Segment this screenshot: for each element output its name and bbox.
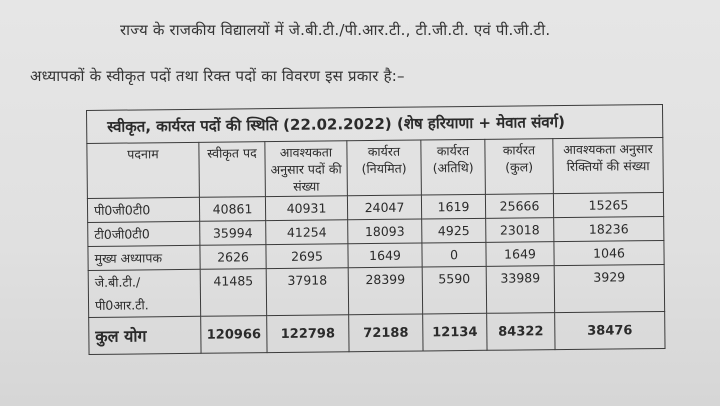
vacancies-cell: 18236 xyxy=(554,216,664,241)
vacancies-cell: 3929 xyxy=(554,264,664,312)
vacancies-cell: 15265 xyxy=(553,192,663,217)
table-row xyxy=(88,264,664,317)
required-cell: 40931 xyxy=(265,196,347,221)
total-guest: 12134 xyxy=(423,313,487,351)
guest-cell: 0 xyxy=(422,242,486,267)
total-working-cell: 23018 xyxy=(486,218,554,243)
intro-line-1: राज्य के राजकीय विद्यालयों में जे.बी.टी./पी.आर.टी., टी.जी.टी. एवं पी.जी.टी. xyxy=(120,21,551,39)
post-name-line-2: पी0आर.टी. xyxy=(94,297,149,313)
guest-cell: 1619 xyxy=(421,194,485,219)
vacancies-cell: 1046 xyxy=(554,240,664,265)
total-vacancies: 38476 xyxy=(555,311,665,349)
post-name: टी0जी0टी0 xyxy=(88,221,200,246)
sanctioned-cell: 2626 xyxy=(200,245,266,270)
header-post: पदनाम xyxy=(87,142,200,198)
regular-cell: 28399 xyxy=(348,267,422,315)
header-row xyxy=(87,137,664,198)
header-working-regular: कार्यरत (नियमित) xyxy=(347,140,422,196)
total-sanctioned: 120966 xyxy=(201,316,267,354)
total-working-cell: 1649 xyxy=(486,242,554,267)
header-vacancies: आवश्यकता अनुसार रिक्तियों की संख्या xyxy=(553,137,664,193)
posts-status-table xyxy=(86,104,666,355)
regular-cell: 18093 xyxy=(348,219,422,244)
total-working-cell: 33989 xyxy=(486,266,554,314)
total-working: 84322 xyxy=(487,313,555,351)
required-cell: 37918 xyxy=(266,268,348,316)
post-name xyxy=(88,269,200,317)
required-cell: 41254 xyxy=(266,220,348,245)
header-required: आवश्यकता अनुसार पदों की संख्या xyxy=(265,141,348,197)
intro-line-2: अध्यापकों के स्वीकृत पदों तथा रिक्त पदों का विवरण इस प्रकार है:– xyxy=(30,67,405,85)
header-sanctioned: स्वीकृत पद xyxy=(199,142,266,198)
regular-cell: 1649 xyxy=(348,243,422,268)
guest-cell: 5590 xyxy=(422,266,486,314)
total-working-cell: 25666 xyxy=(485,194,553,219)
total-label: कुल योग xyxy=(89,316,201,354)
sanctioned-cell: 35994 xyxy=(200,221,266,246)
guest-cell: 4925 xyxy=(422,218,486,243)
total-row xyxy=(89,311,665,354)
post-name-line-1: जे.बी.टी./ xyxy=(94,274,141,290)
sanctioned-cell: 40861 xyxy=(199,197,265,222)
total-regular: 72188 xyxy=(349,314,423,352)
header-working-guest: कार्यरत (अतिथि) xyxy=(421,139,486,195)
regular-cell: 24047 xyxy=(347,195,421,220)
required-cell: 2695 xyxy=(266,244,348,269)
total-required: 122798 xyxy=(267,315,349,353)
header-working-total: कार्यरत (कुल) xyxy=(485,139,554,195)
table-title: स्वीकृत, कार्यरत पदों की स्थिति (22.02.2022) (शेष हरियाणा + मेवात संवर्ग) xyxy=(87,104,663,143)
sanctioned-cell: 41485 xyxy=(200,269,266,317)
post-name: मुख्य अध्यापक xyxy=(88,245,200,270)
post-name: पी0जी0टी0 xyxy=(87,197,199,222)
